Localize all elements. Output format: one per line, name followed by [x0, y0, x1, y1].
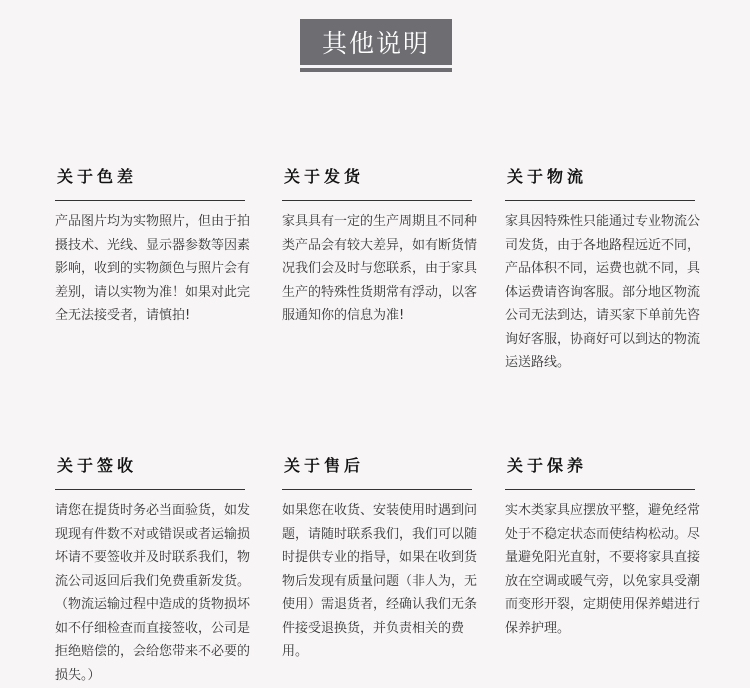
page-title: 其他说明 — [300, 19, 452, 65]
section-divider — [55, 489, 245, 490]
section-heading: 关于保养 — [507, 456, 588, 475]
title-underline — [300, 68, 452, 72]
section-body: 家具因特殊性只能通过专业物流公司发货，由于各地路程远近不同，产品体积不同，运费也就不同，具体运费请咨询客服。部分地区物流公司无法到达，请买家下单前先咨询好客服，协商好可以到达的物流运送路线。 — [505, 214, 701, 370]
section-divider — [505, 200, 695, 201]
title-block — [300, 19, 452, 72]
section-heading: 关于售后 — [284, 456, 365, 475]
section-body: 实木类家具应摆放平整，避免经常处于不稳定状态而使结构松动。尽量避免阳光直射，不要将家具直接放在空调或暖气旁，以免家具受潮而变形开裂，定期使用保养蜡进行保养护理。 — [505, 503, 701, 636]
section-heading: 关于色差 — [57, 167, 138, 186]
section-logistics — [505, 165, 701, 375]
section-body: 家具具有一定的生产周期且不同种类产品会有较大差异，如有断货情况我们会及时与您联系，由于家具生产的特殊性货期常有浮动，以客服通知你的信息为准! — [282, 214, 478, 323]
section-maintenance — [505, 454, 701, 640]
section-heading: 关于签收 — [57, 456, 138, 475]
section-divider — [55, 200, 245, 201]
section-divider — [282, 200, 472, 201]
section-body: 请您在提货时务必当面验货，如发现现有件数不对或错误或者运输损坏请不要签收并及时联系我们，物流公司返回后我们免费重新发货。（物流运输过程中造成的货物损坏如不仔细检查而直接签收，公司是拒绝赔偿的，会给您带来不必要的损失。） — [55, 503, 251, 683]
section-after-sales — [282, 454, 478, 664]
section-divider — [505, 489, 695, 490]
section-color-difference — [55, 165, 251, 328]
section-shipping — [282, 165, 478, 328]
section-heading: 关于发货 — [284, 167, 365, 186]
section-body: 如果您在收货、安装使用时遇到问题，请随时联系我们，我们可以随时提供专业的指导，如果在收到货物后发现有质量问题（非人为，无使用）需退货者，经确认我们无条件接受退换货，并负责相关的费用。 — [282, 503, 478, 659]
section-receipt — [55, 454, 251, 687]
section-heading: 关于物流 — [507, 167, 588, 186]
section-body: 产品图片均为实物照片，但由于拍摄技术、光线、显示器参数等因素影响，收到的实物颜色与照片会有差别，请以实物为准！如果对此完全无法接受者，请慎拍! — [55, 214, 251, 323]
section-divider — [282, 489, 472, 490]
